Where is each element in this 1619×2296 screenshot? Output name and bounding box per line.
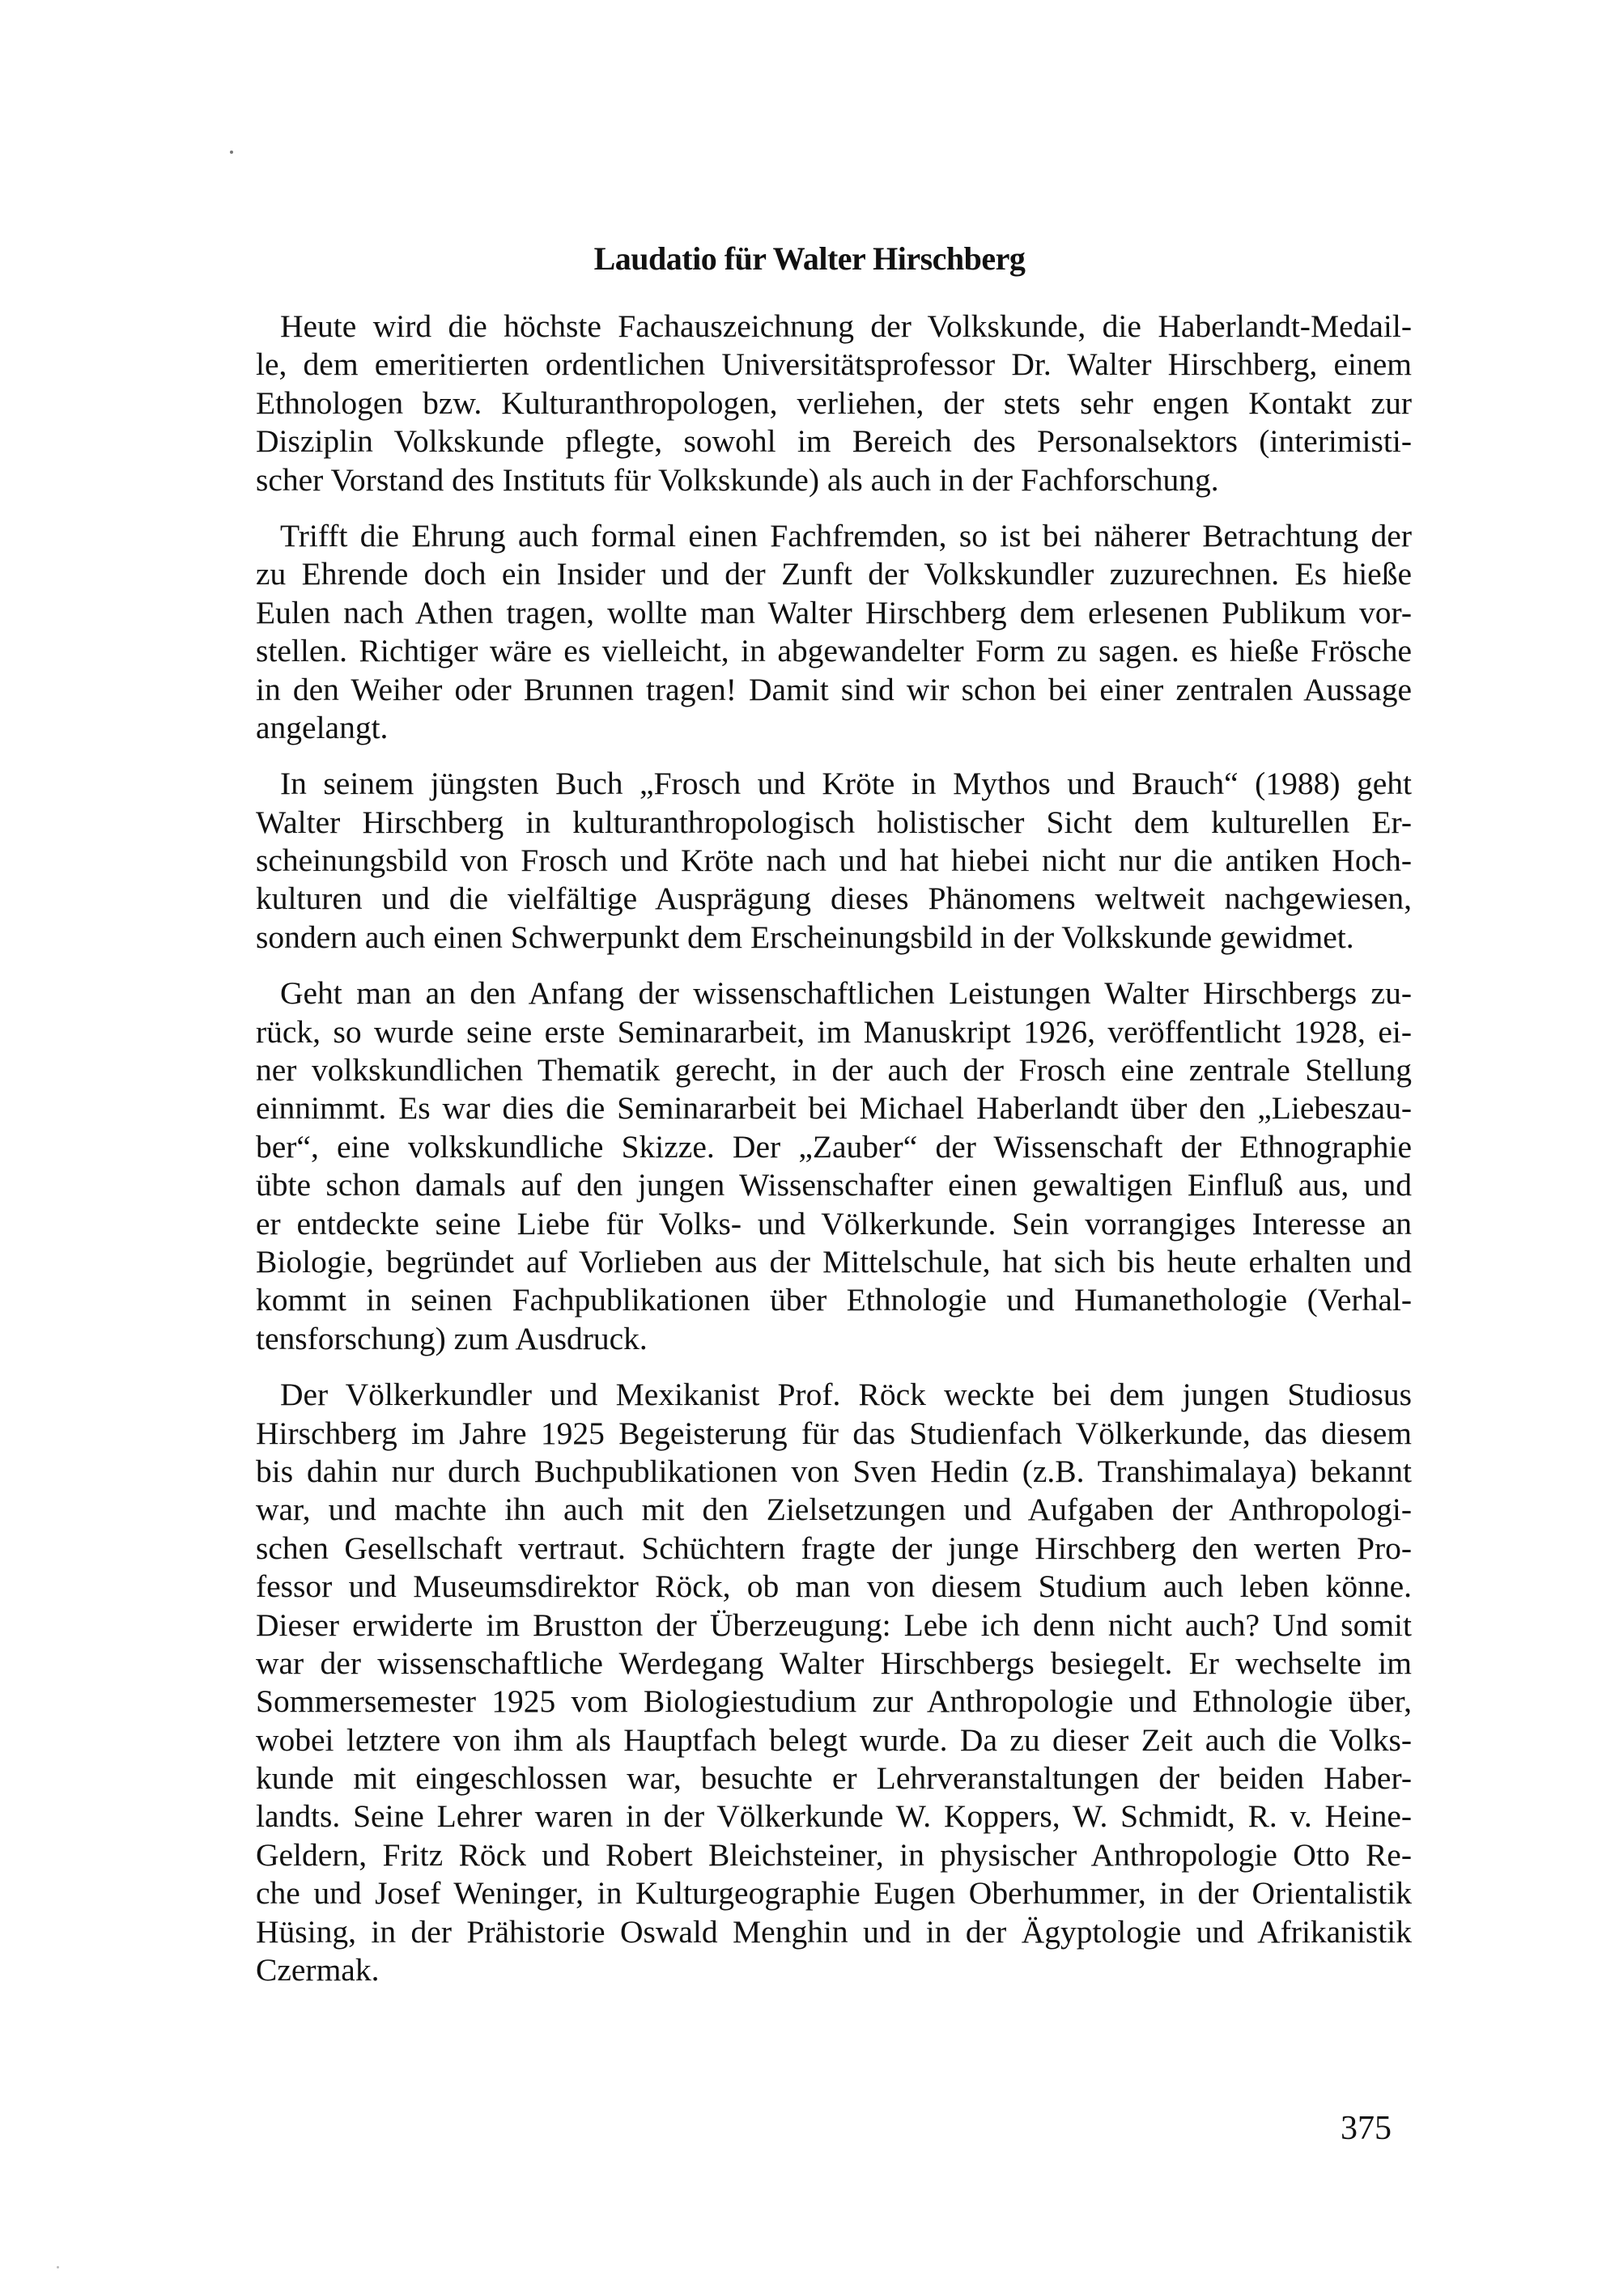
- text-line-content: er entdeckte seine Liebe für Volks- und Völkerkunde. Sein vorrangiges Interesse an: [256, 1205, 1412, 1241]
- text-line-content: Geht man an den Anfang der wissenschaftlichen Leistungen Walter Hirschbergs zu-: [280, 975, 1412, 1012]
- text-line: [256, 1453, 1412, 1491]
- scan-speck: [230, 151, 233, 154]
- text-line-content: Dieser erwiderte im Brustton der Überzeugung: Lebe ich denn nicht auch? Und somit: [256, 1606, 1412, 1643]
- text-line: [256, 594, 1412, 632]
- text-line: [256, 1051, 1412, 1089]
- text-line-content: Eulen nach Athen tragen, wollte man Walter Hirschberg dem erlesenen Publikum vor-: [256, 594, 1412, 630]
- text-line-content: wobei letztere von ihm als Hauptfach belegt wurde. Da zu dieser Zeit auch die Volks-: [256, 1721, 1412, 1758]
- text-line: [256, 1645, 1412, 1683]
- text-line: [256, 880, 1412, 918]
- text-line: [256, 804, 1412, 842]
- text-line-content: sondern auch einen Schwerpunkt dem Erscheinungsbild in der Volkskunde gewidmet.: [256, 919, 1354, 955]
- text-line: [256, 765, 1412, 803]
- text-line-content: ber“, eine volkskundliche Skizze. Der „Zauber“ der Wissenschaft der Ethnographie: [256, 1128, 1412, 1165]
- page-title: Laudatio für Walter Hirschberg: [593, 240, 1026, 277]
- text-line-content: Hüsing, in der Prähistorie Oswald Menghin und in der Ägyptologie und Afrikanistik: [256, 1913, 1412, 1950]
- text-line-content: tensforschung) zum Ausdruck.: [256, 1320, 648, 1356]
- text-line: [256, 1683, 1412, 1721]
- text-line: [256, 919, 1412, 957]
- text-line: [256, 671, 1412, 709]
- text-line-content: scher Vorstand des Instituts für Volkskunde) als auch in der Fachforschung.: [256, 461, 1219, 498]
- text-line: [256, 1951, 1412, 1989]
- text-line: [256, 1530, 1412, 1568]
- text-line: [256, 461, 1412, 499]
- text-line: [256, 1128, 1412, 1166]
- text-line-content: scheinungsbild von Frosch und Kröte nach und hat hiebei nicht nur die antiken Hoch-: [256, 842, 1412, 879]
- paragraph: [256, 765, 1412, 957]
- text-line: [256, 1089, 1412, 1127]
- page-number: 375: [1341, 2110, 1392, 2147]
- text-line-content: in den Weiher oder Brunnen tragen! Damit sind wir schon bei einer zentralen Aussage: [256, 671, 1412, 707]
- text-line-content: Trifft die Ehrung auch formal einen Fachfremden, so ist bei näherer Betrachtung der: [280, 517, 1412, 554]
- text-line: [256, 709, 1412, 747]
- text-line-content: Disziplin Volkskunde pflegte, sowohl im Bereich des Personalsektors (interimisti-: [256, 423, 1412, 460]
- text-line: [256, 1491, 1412, 1529]
- text-line: [256, 346, 1412, 384]
- text-line-content: kulturen und die vielfältige Ausprägung dieses Phänomens weltweit nachgewiesen,: [256, 881, 1412, 917]
- text-line-content: schen Gesellschaft vertraut. Schüchtern fragte der junge Hirschberg den werten Pro-: [256, 1530, 1412, 1566]
- text-line-content: Biologie, begründet auf Vorlieben aus der Mittelschule, hat sich bis heute erhalten und: [256, 1243, 1412, 1280]
- text-line: [256, 1836, 1412, 1874]
- text-line-content: Heute wird die höchste Fachauszeichnung der Volkskunde, die Haberlandt-Medail-: [280, 308, 1412, 344]
- text-line-content: war, und machte ihn auch mit den Zielsetzungen und Aufgaben der Anthropologi-: [256, 1492, 1412, 1528]
- text-line-content: Ethnologen bzw. Kulturanthropologen, verliehen, der stets sehr engen Kontakt zur: [256, 384, 1412, 421]
- body-text: [256, 308, 1412, 2007]
- text-line: [256, 842, 1412, 880]
- text-line-content: zu Ehrende doch ein Insider und der Zunft der Volkskundler zuzurechnen. Es hieße: [256, 556, 1412, 592]
- text-line-content: kommt in seinen Fachpublikationen über Ethnologie und Humanethologie (Verhal-: [256, 1282, 1412, 1318]
- text-line: [256, 1874, 1412, 1912]
- paragraph: [256, 308, 1412, 499]
- text-line-content: Hirschberg im Jahre 1925 Begeisterung für das Studienfach Völkerkunde, das diesem: [256, 1415, 1412, 1451]
- text-line: [256, 555, 1412, 593]
- text-line-content: stellen. Richtiger wäre es vielleicht, in abgewandelter Form zu sagen. es hieße Frösche: [256, 633, 1412, 669]
- text-line: [256, 1013, 1412, 1051]
- paragraph: [256, 517, 1412, 747]
- text-line: [256, 1415, 1412, 1453]
- text-line: [256, 384, 1412, 422]
- text-line-content: angelangt.: [256, 709, 389, 745]
- text-line-content: kunde mit eingeschlossen war, besuchte er Lehrveranstaltungen der beiden Haber-: [256, 1760, 1412, 1797]
- scan-speck: [57, 2266, 59, 2268]
- text-line: [256, 1759, 1412, 1797]
- text-line-content: Sommersemester 1925 vom Biologiestudium zur Anthropologie und Ethnologie über,: [256, 1683, 1412, 1720]
- text-line-content: In seinem jüngsten Buch „Frosch und Kröte in Mythos und Brauch“ (1988) geht: [280, 766, 1412, 802]
- text-line: [256, 1376, 1412, 1414]
- text-line-content: bis dahin nur durch Buchpublikationen von Sven Hedin (z.B. Transhimalaya) bekannt: [256, 1453, 1412, 1489]
- text-line-content: le, dem emeritierten ordentlichen Universitätsprofessor Dr. Walter Hirschberg, einem: [256, 346, 1412, 383]
- text-line: [256, 1721, 1412, 1759]
- text-line: [256, 1568, 1412, 1606]
- text-line: [256, 1606, 1412, 1645]
- text-line: [256, 1913, 1412, 1951]
- text-line: [256, 422, 1412, 460]
- text-line: [256, 974, 1412, 1012]
- text-line: [256, 1243, 1412, 1281]
- text-line: [256, 1281, 1412, 1319]
- text-line-content: Geldern, Fritz Röck und Robert Bleichsteiner, in physischer Anthropologie Otto Re-: [256, 1836, 1412, 1873]
- paragraph: [256, 974, 1412, 1358]
- text-line-content: che und Josef Weninger, in Kulturgeographie Eugen Oberhummer, in der Orientalistik: [256, 1875, 1412, 1912]
- text-line-content: fessor und Museumsdirektor Röck, ob man von diesem Studium auch leben könne.: [256, 1568, 1412, 1605]
- text-line: [256, 1166, 1412, 1204]
- text-line-content: landts. Seine Lehrer waren in der Völkerkunde W. Koppers, W. Schmidt, R. v. Heine-: [256, 1798, 1412, 1835]
- text-line-content: Czermak.: [256, 1952, 380, 1988]
- text-line-content: war der wissenschaftliche Werdegang Walter Hirschbergs besiegelt. Er wechselte im: [256, 1645, 1412, 1681]
- text-line: [256, 632, 1412, 670]
- text-line-content: einnimmt. Es war dies die Seminararbeit bei Michael Haberlandt über den „Liebeszau-: [256, 1090, 1412, 1127]
- text-line: [256, 1320, 1412, 1358]
- text-line-content: ner volkskundlichen Thematik gerecht, in der auch der Frosch eine zentrale Stellung: [256, 1052, 1412, 1089]
- text-line-content: übte schon damals auf den jungen Wissenschafter einen gewaltigen Einfluß aus, und: [256, 1167, 1412, 1203]
- text-line-content: rück, so wurde seine erste Seminararbeit, im Manuskript 1926, veröffentlicht 1928, ei-: [256, 1013, 1412, 1050]
- text-line: [256, 1797, 1412, 1836]
- paragraph: [256, 1376, 1412, 1989]
- text-line: [256, 308, 1412, 346]
- text-line: [256, 517, 1412, 555]
- text-line-content: Der Völkerkundler und Mexikanist Prof. Röck weckte bei dem jungen Studiosus: [280, 1377, 1412, 1413]
- text-line-content: Walter Hirschberg in kulturanthropologisch holistischer Sicht dem kulturellen Er-: [256, 804, 1412, 840]
- text-line: [256, 1205, 1412, 1243]
